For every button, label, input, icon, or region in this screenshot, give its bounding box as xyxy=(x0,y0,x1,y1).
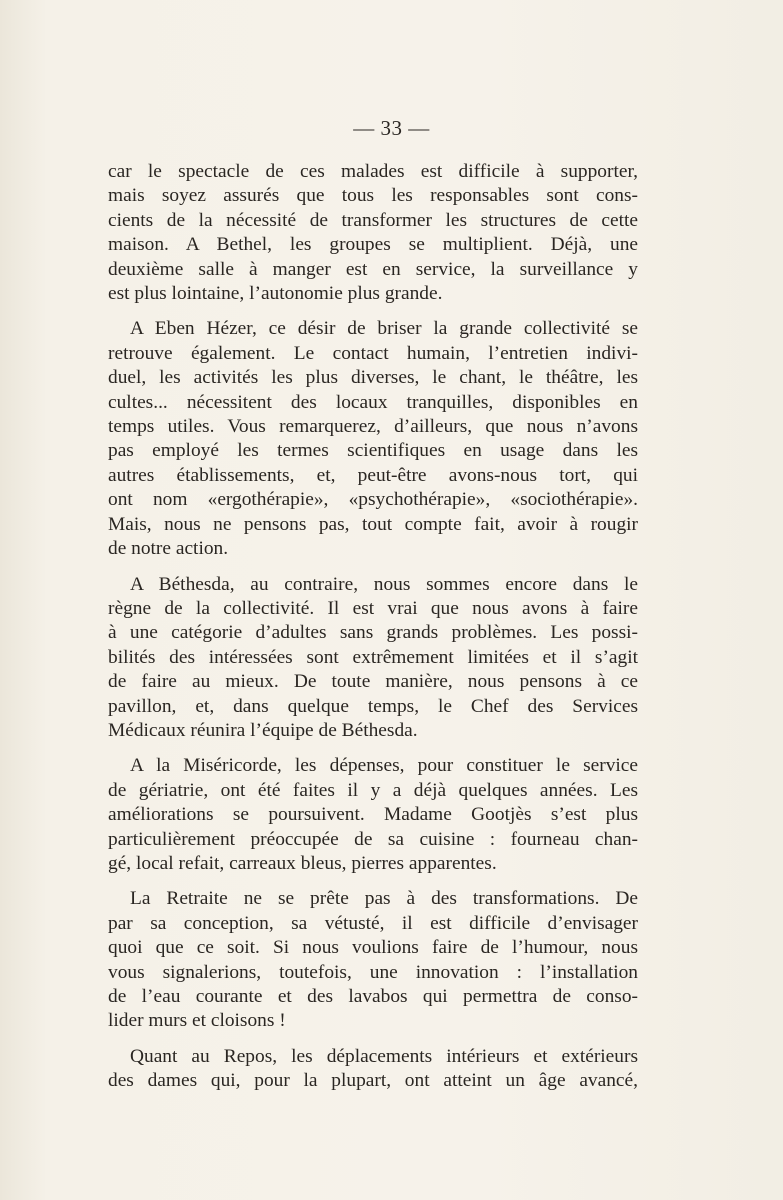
text-line: duel, les activités les plus diverses, le chant, le théâtre, les xyxy=(108,367,638,389)
text-line: gé, local refait, carreaux bleus, pierres apparentes. xyxy=(108,852,497,874)
text-line: mais soyez assurés que tous les responsables sont cons- xyxy=(108,185,638,207)
text-line: autres établissements, et, peut-être avons-nous tort, qui xyxy=(108,464,638,486)
paragraph xyxy=(108,1045,638,1094)
paragraph xyxy=(108,887,638,1033)
text-line: cultes... nécessitent des locaux tranquilles, disponibles en xyxy=(108,391,638,413)
text-line: par sa conception, sa vétusté, il est difficile d’envisager xyxy=(108,912,638,934)
text-line: car le spectacle de ces malades est difficile à supporter, xyxy=(108,161,638,182)
text-line: est plus lointaine, l’autonomie plus grande. xyxy=(108,283,443,305)
text-line: vous signalerions, toutefois, une innovation : l’installation xyxy=(108,961,638,983)
text-line: cients de la nécessité de transformer les structures de cette xyxy=(108,209,638,231)
text-line: A la Miséricorde, les dépenses, pour constituer le service xyxy=(130,755,638,777)
paragraph xyxy=(108,754,638,876)
text-line: lider murs et cloisons ! xyxy=(108,1010,286,1032)
text-line: de notre action. xyxy=(108,538,229,560)
text-line: bilités des intéressées sont extrêmement limitées et il s’agit xyxy=(108,646,638,668)
text-line: deuxième salle à manger est en service, la surveillance y xyxy=(108,258,638,280)
text-line: pas employé les termes scientifiques en usage dans les xyxy=(108,440,638,462)
text-line: de faire au mieux. De toute manière, nous pensons à ce xyxy=(108,671,638,693)
text-line: Mais, nous ne pensons pas, tout compte fait, avoir à rougir xyxy=(108,513,638,535)
text-line: Médicaux réunira l’équipe de Béthesda. xyxy=(108,719,418,741)
text-line: A Béthesda, au contraire, nous sommes encore dans le xyxy=(130,573,638,595)
text-line: maison. A Bethel, les groupes se multiplient. Déjà, une xyxy=(108,234,638,256)
text-line: pavillon, et, dans quelque temps, le Chef des Services xyxy=(108,695,638,717)
text-line: particulièrement préoccupée de sa cuisine : fourneau chan- xyxy=(108,828,638,850)
text-line: à une catégorie d’adultes sans grands problèmes. Les possi- xyxy=(108,622,638,644)
text-line: A Eben Hézer, ce désir de briser la grande collectivité se xyxy=(130,318,638,340)
paragraph xyxy=(108,317,638,561)
body-text xyxy=(108,160,638,1105)
text-line: quoi que ce soit. Si nous voulions faire de l’humour, nous xyxy=(108,937,638,959)
paragraph xyxy=(108,573,638,744)
text-line: de l’eau courante et des lavabos qui permettra de conso- xyxy=(108,986,638,1007)
paragraph xyxy=(108,160,638,306)
text-line: retrouve également. Le contact humain, l’entretien indivi- xyxy=(108,342,638,364)
text-line: ont nom «ergothérapie», «psychothérapie», «sociothérapie». xyxy=(108,489,638,511)
text-line: des dames qui, pour la plupart, ont atteint un âge avancé, xyxy=(108,1070,638,1092)
text-line: temps utiles. Vous remarquerez, d’ailleurs, que nous n’avons xyxy=(108,416,638,438)
text-line: Quant au Repos, les déplacements intérieurs et extérieurs xyxy=(130,1045,638,1067)
page-number: — 33 — xyxy=(353,116,430,140)
text-line: de gériatrie, ont été faites il y a déjà quelques années. Les xyxy=(108,779,638,801)
text-line: améliorations se poursuivent. Madame Gootjès s’est plus xyxy=(108,804,638,826)
text-line: règne de la collectivité. Il est vrai que nous avons à faire xyxy=(108,597,638,619)
text-line: La Retraite ne se prête pas à des transformations. De xyxy=(130,888,638,910)
